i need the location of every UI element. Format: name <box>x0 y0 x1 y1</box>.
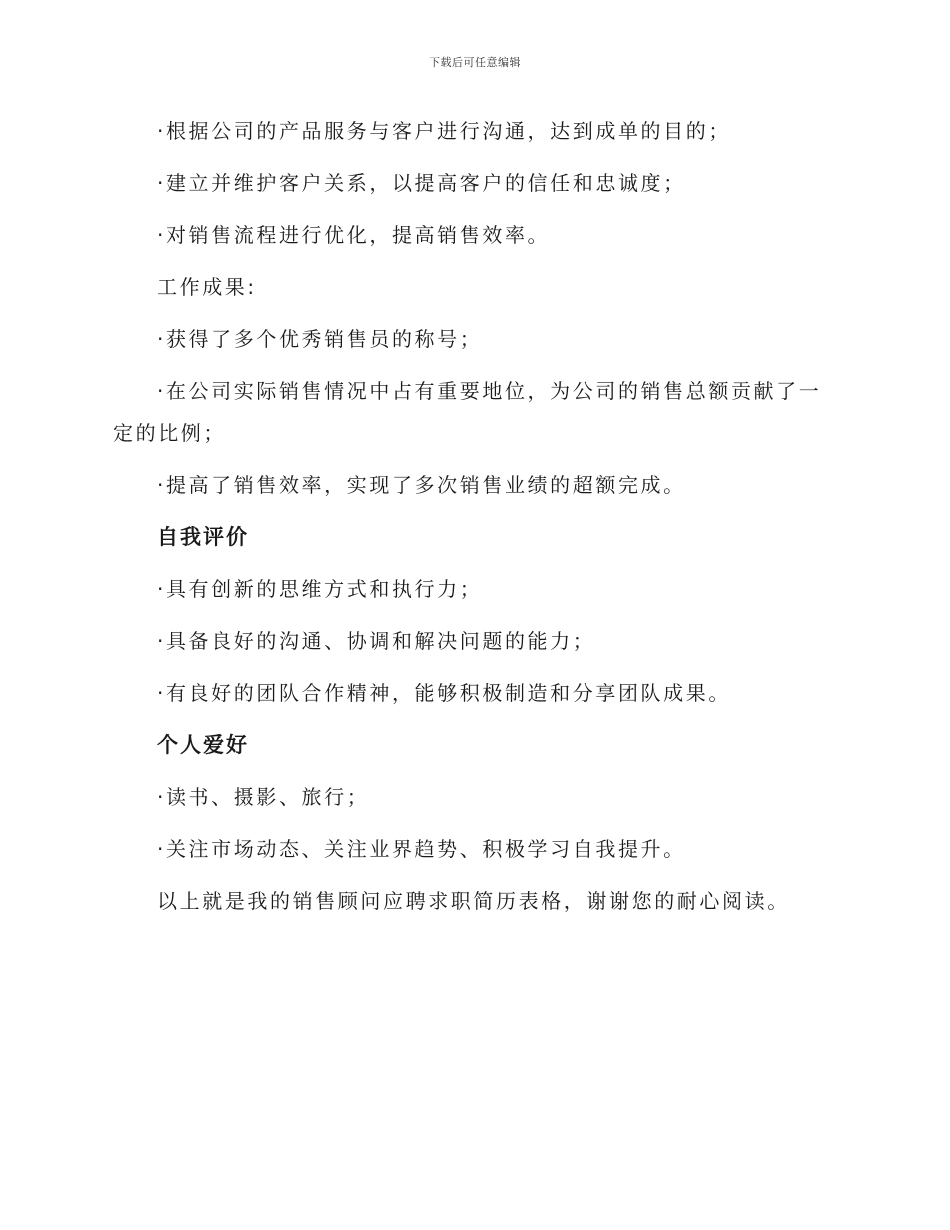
header-note: 下载后可任意编辑 <box>429 56 521 69</box>
responsibility-item: ·根据公司的产品服务与客户进行沟通，达到成单的目的； <box>157 119 731 143</box>
self-evaluation-item: ·具备良好的沟通、协调和解决问题的能力； <box>157 629 596 653</box>
achievement-item: ·获得了多个优秀销售员的称号； <box>157 327 483 351</box>
self-evaluation-item: ·具有创新的思维方式和执行力； <box>157 577 483 601</box>
document-body <box>113 110 823 932</box>
section-title-self-evaluation: 自我评价 <box>157 525 249 549</box>
achievement-item: ·提高了销售效率，实现了多次销售业绩的超额完成。 <box>157 473 686 497</box>
achievement-item: ·在公司实际销售情况中占有重要地位，为公司的销售总额贡献了一定的比例； <box>113 379 822 445</box>
hobby-item: ·读书、摄影、旅行； <box>157 785 370 809</box>
responsibility-item: ·建立并维护客户关系，以提高客户的信任和忠诚度； <box>157 171 686 195</box>
hobby-item: ·关注市场动态、关注业界趋势、积极学习自我提升。 <box>157 837 686 861</box>
responsibility-item: ·对销售流程进行优化，提高销售效率。 <box>157 223 551 247</box>
section-title-hobbies: 个人爱好 <box>157 733 249 757</box>
self-evaluation-item: ·有良好的团队合作精神，能够积极制造和分享团队成果。 <box>157 681 731 705</box>
achievements-heading: 工作成果: <box>157 275 257 299</box>
closing-statement: 以上就是我的销售顾问应聘求职简历表格，谢谢您的耐心阅读。 <box>157 889 790 913</box>
